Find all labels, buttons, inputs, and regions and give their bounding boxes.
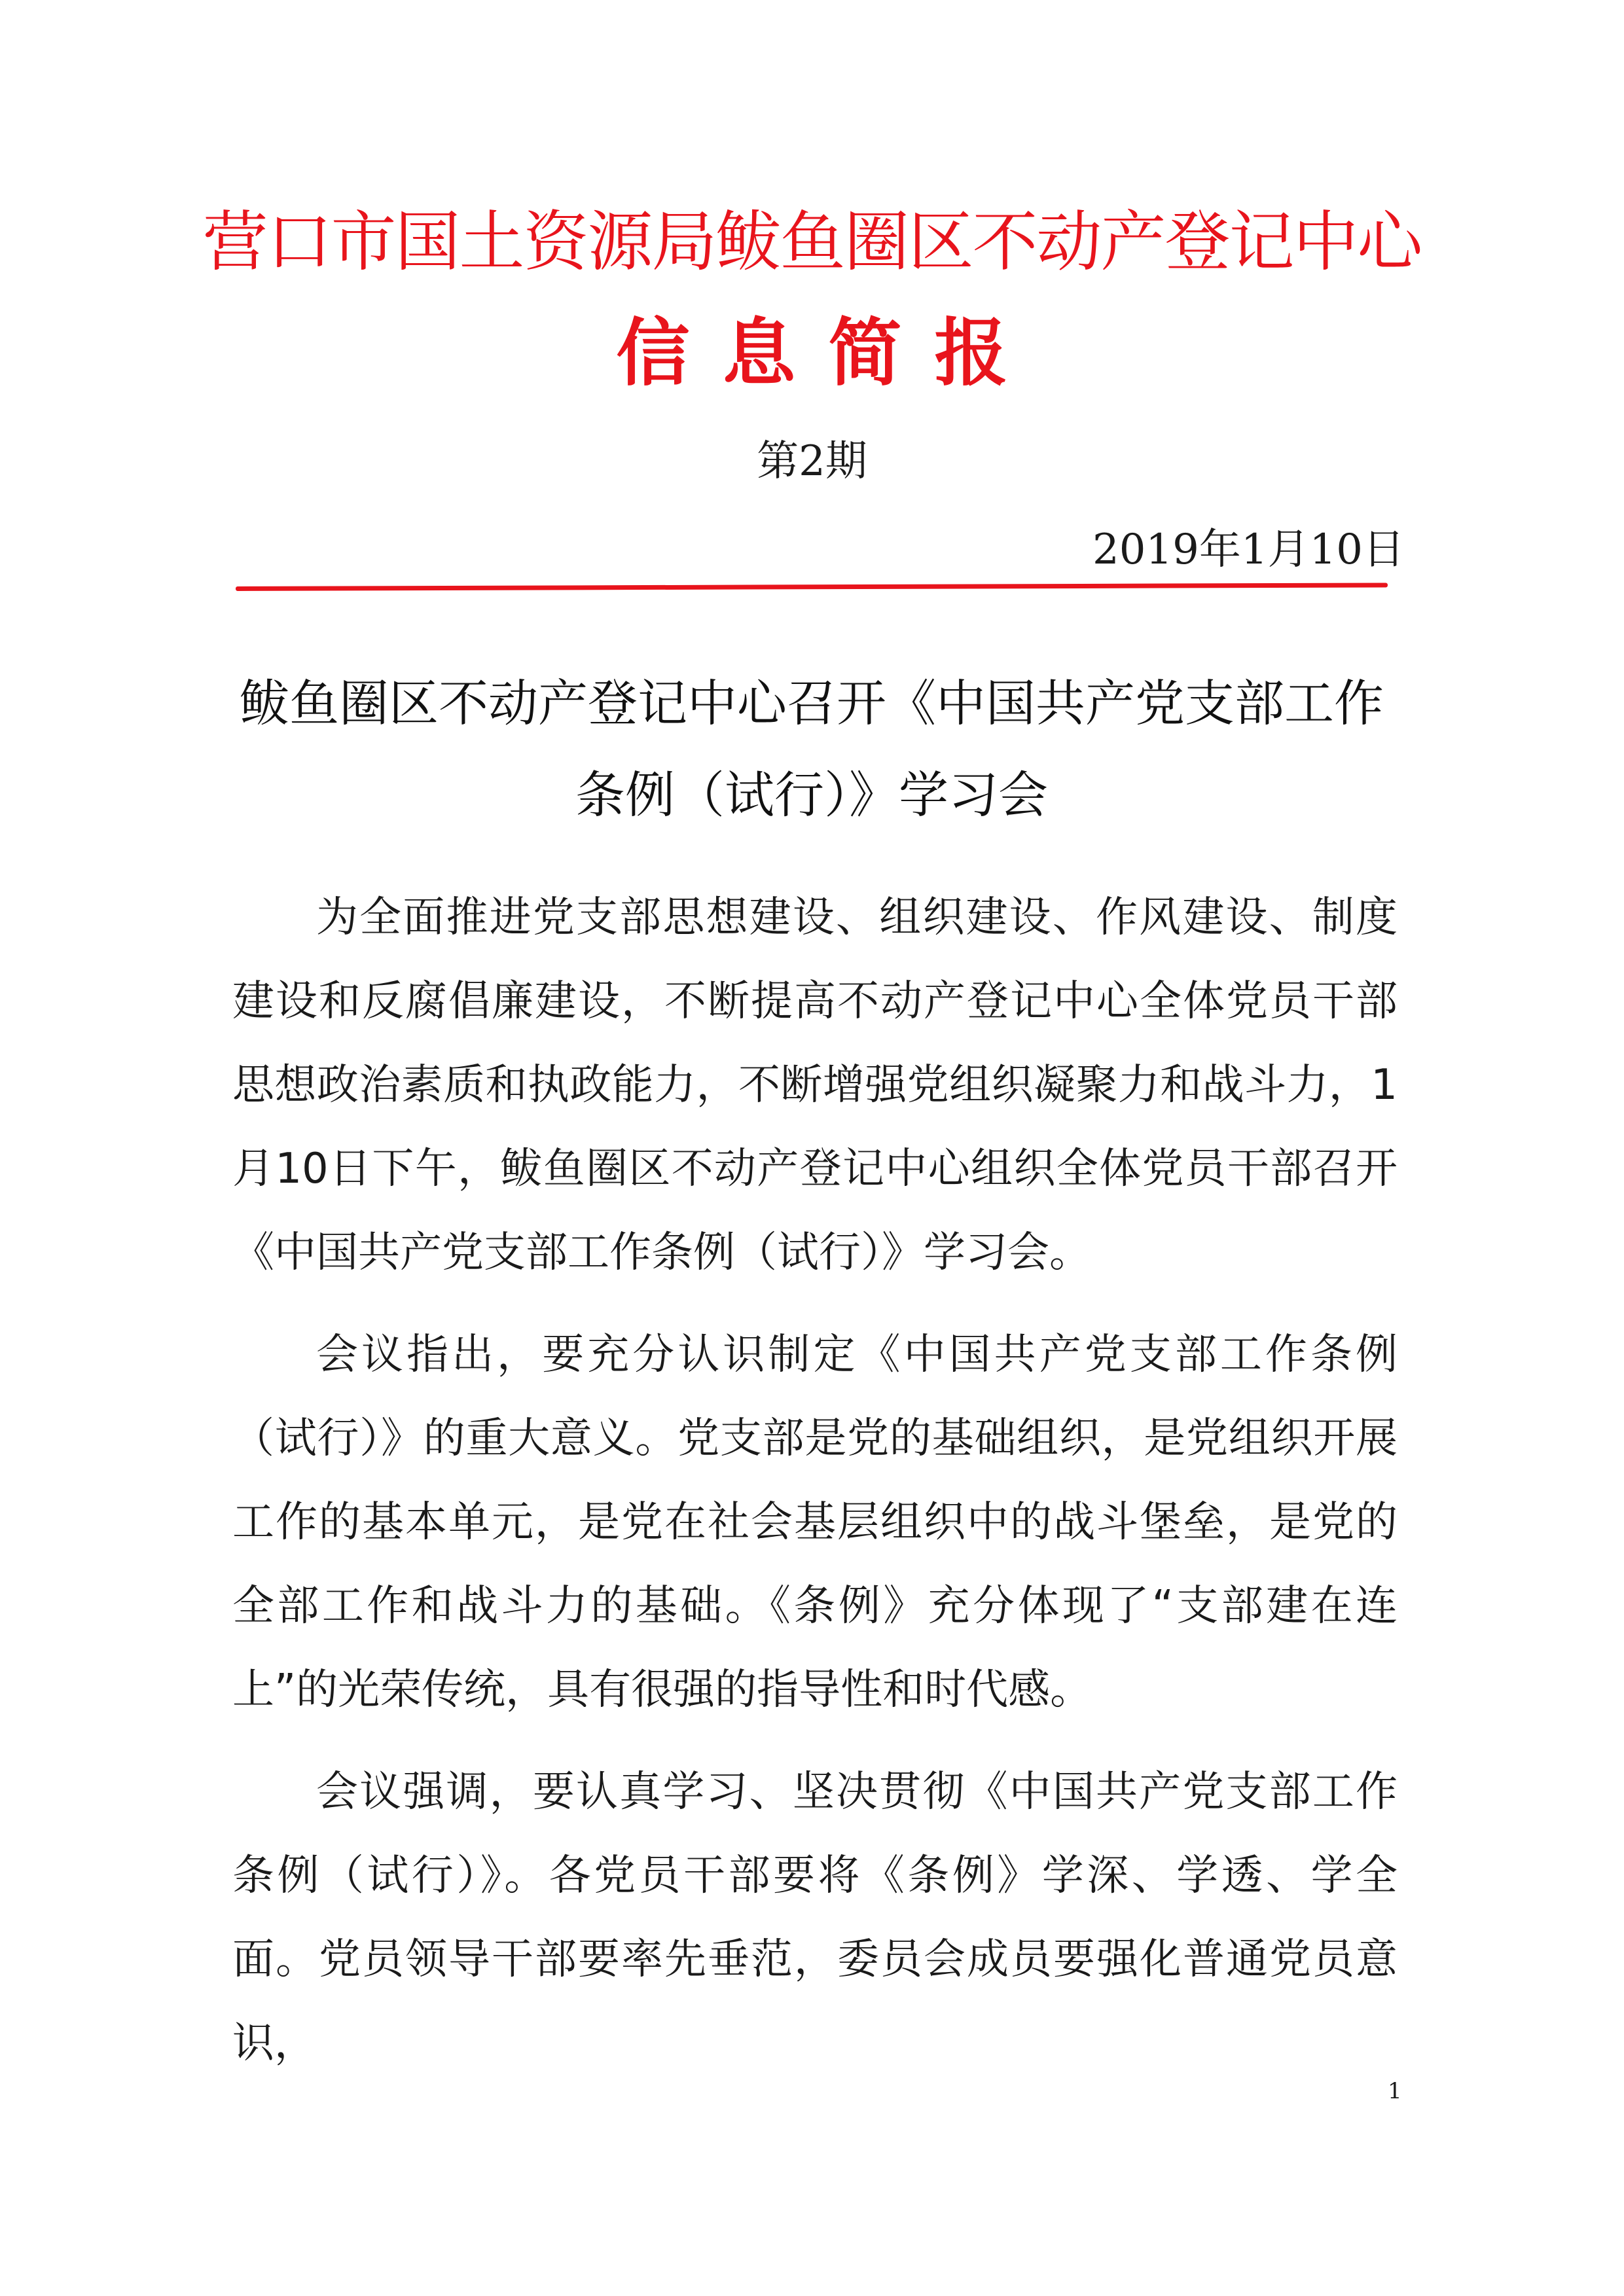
- bulletin-title: 信息简报: [616, 310, 1041, 396]
- issue-number: 第2期: [757, 437, 867, 486]
- article-title: 鲅鱼圈区不动产登记中心召开《中国共产党支部工作条例（试行）》学习会: [240, 674, 1384, 824]
- header-divider: [236, 583, 1388, 591]
- article-paragraph: 会议强调，要认真学习、坚决贯彻《中国共产党支部工作条例（试行）》。各党员干部要将《条例》学深、学透、学全面。党员领导干部要率先垂范，委员会成员要强化普通党员意识，: [232, 1768, 1398, 2068]
- org-title: 营口市国土资源局鲅鱼圈区不动产登记中心: [202, 204, 1422, 280]
- article-paragraph: 会议指出，要充分认识制定《中国共产党支部工作条例（试行）》的重大意义。党支部是党的基础组织，是党组织开展工作的基本单元，是党在社会基层组织中的战斗堡垒，是党的全部工作和战斗力的基础。《条例》充分体现了“支部建在连上”的光荣传统，具有很强的指导性和时代感。: [232, 1331, 1398, 1714]
- article-body: [232, 876, 1398, 2104]
- article-paragraph: 为全面推进党支部思想建设、组织建设、作风建设、制度建设和反腐倡廉建设，不断提高不动产登记中心全体党员干部思想政治素质和执政能力，不断增强党组织凝聚力和战斗力，1月10日下午，鲅鱼圈区不动产登记中心组织全体党员干部召开《中国共产党支部工作条例（试行）》学习会。: [232, 893, 1398, 1277]
- issue-date: 2019年1月10日: [1092, 526, 1405, 574]
- page-number: 1: [1388, 2078, 1402, 2104]
